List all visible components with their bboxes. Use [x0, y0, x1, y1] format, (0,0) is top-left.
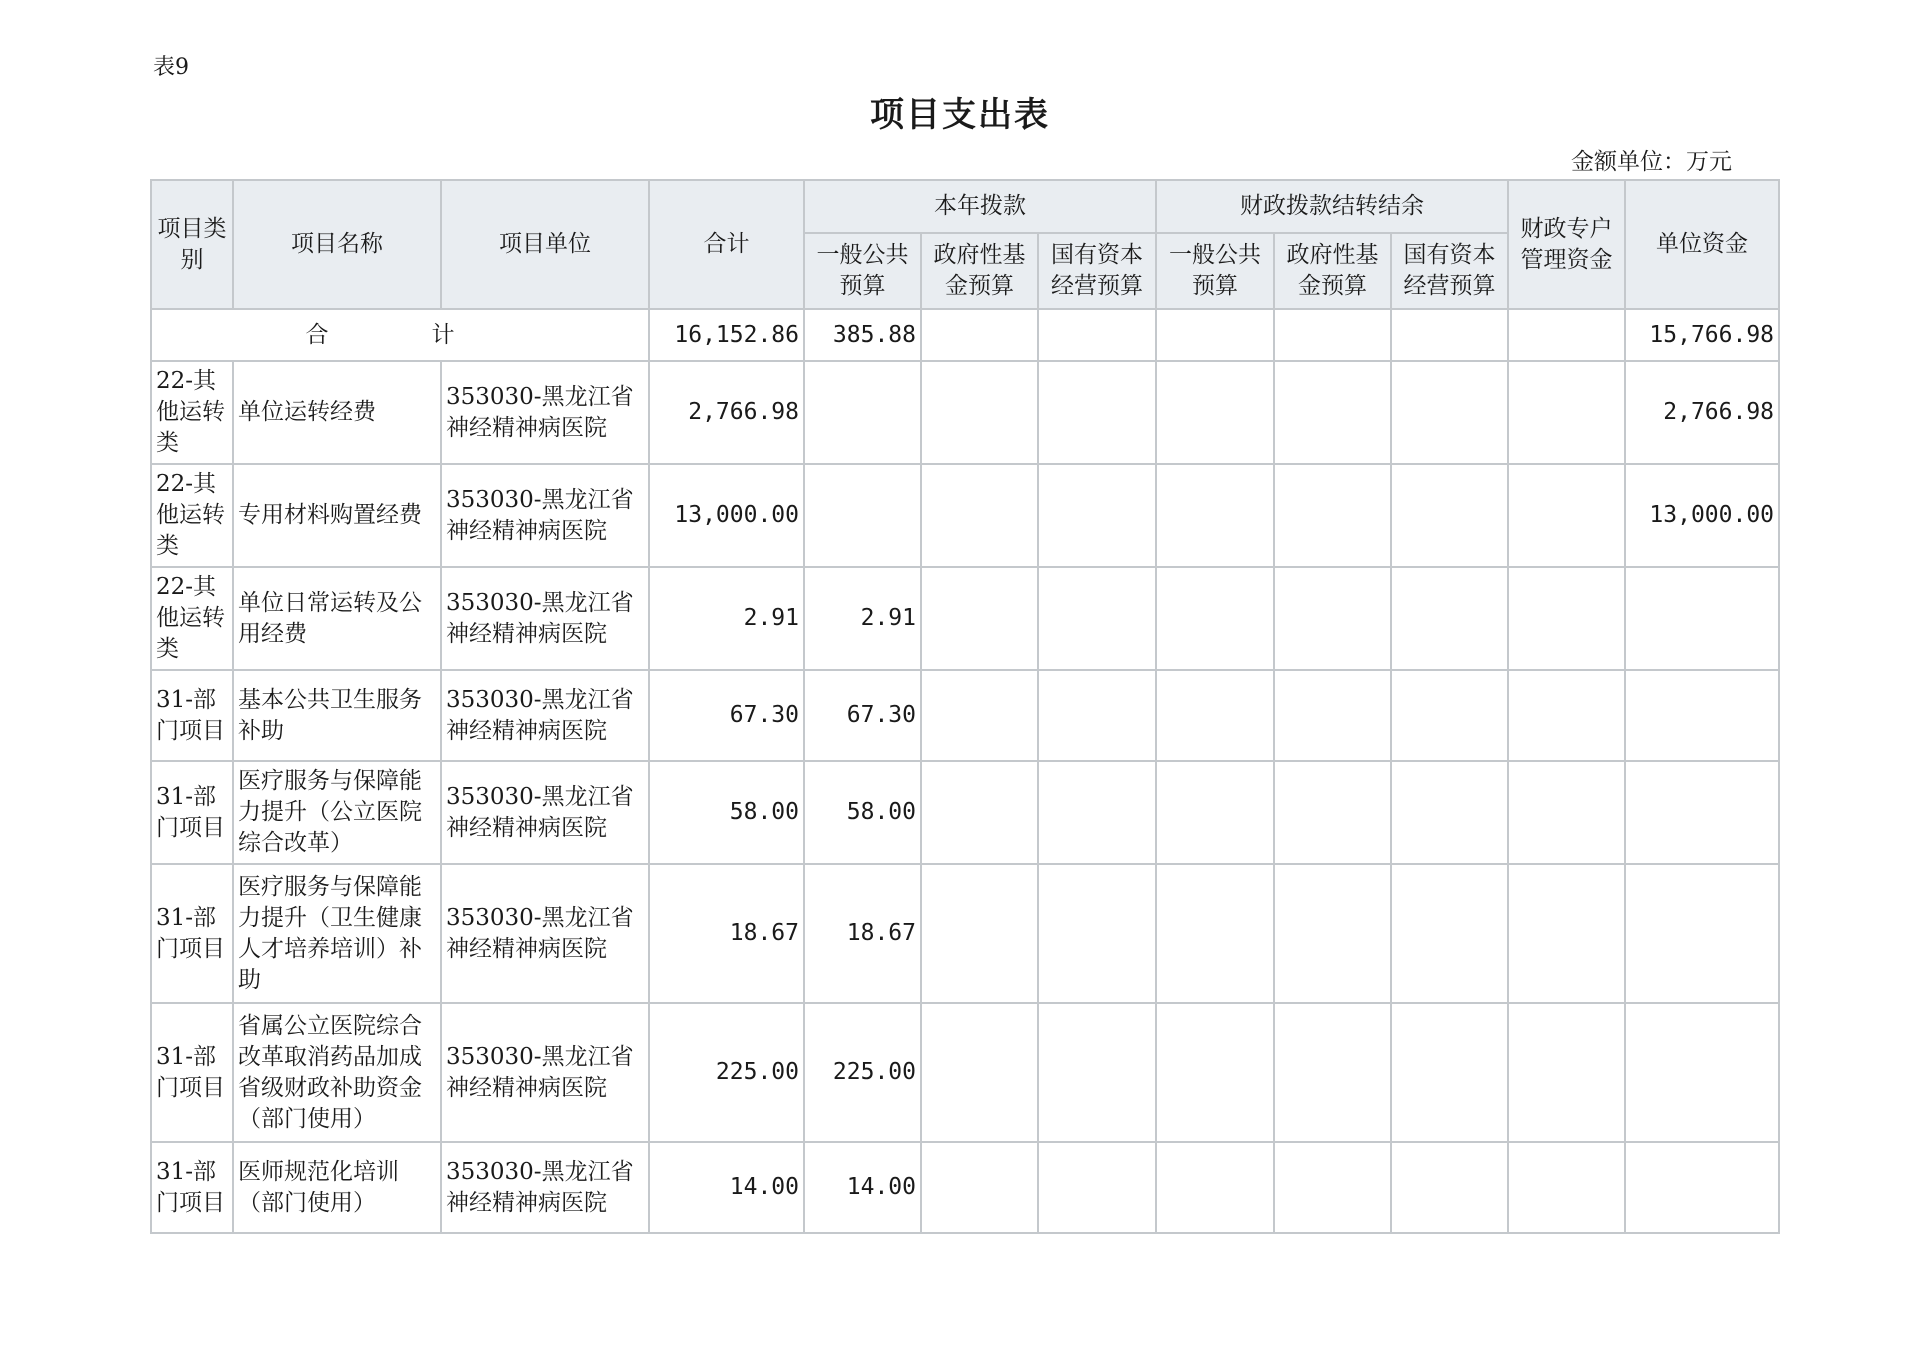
table-row: [151, 1142, 1779, 1233]
row-project-name: [233, 761, 441, 864]
row-total-text: 2.91: [743, 605, 799, 631]
row-carryover-gov-fund: [1274, 361, 1391, 464]
row-special-funds: [1508, 361, 1625, 464]
row-category: [151, 864, 233, 1003]
row-carryover-state-capital: [1391, 464, 1508, 567]
row-project-unit-text: 353030-黑龙江省神经精神病医院: [446, 1043, 634, 1101]
row-state-capital: [1038, 864, 1156, 1003]
row-total: [649, 464, 804, 567]
row-carryover-state-capital: [1391, 567, 1508, 670]
row-unit-funds: [1625, 1142, 1779, 1233]
row-carryover-general: [1156, 864, 1274, 1003]
row-general-budget: [804, 670, 921, 761]
row-carryover-general: [1156, 567, 1274, 670]
row-gov-fund: [921, 361, 1038, 464]
row-carryover-state-capital: [1391, 1003, 1508, 1142]
row-carryover-gov-fund: [1274, 1003, 1391, 1142]
row-project-unit-text: 353030-黑龙江省神经精神病医院: [446, 589, 634, 647]
row-total: [649, 1003, 804, 1142]
header-special-account-funds: 财政专户管理资金: [1508, 180, 1625, 309]
row-project-name: [233, 361, 441, 464]
row-gov-fund: [921, 761, 1038, 864]
row-general-budget: [804, 761, 921, 864]
row-category: [151, 464, 233, 567]
row-project-unit-text: 353030-黑龙江省神经精神病医院: [446, 383, 634, 441]
row-carryover-gov-fund: [1274, 464, 1391, 567]
row-carryover-gov-fund: [1274, 761, 1391, 864]
row-special-funds: [1508, 1003, 1625, 1142]
row-general-budget: [804, 361, 921, 464]
row-unit-funds: [1625, 567, 1779, 670]
row-unit-funds-text: 13,000.00: [1649, 502, 1775, 528]
row-project-unit: [441, 1003, 649, 1142]
row-carryover-gov-fund: [1274, 864, 1391, 1003]
row-project-unit: [441, 361, 649, 464]
row-unit-funds: [1625, 464, 1779, 567]
row-project-name-text: 单位运转经费: [238, 399, 376, 425]
row-carryover-state-capital: [1391, 761, 1508, 864]
row-total-text: 225.00: [715, 1059, 799, 1085]
row-carryover-general: [1156, 670, 1274, 761]
row-category-text: 22-其他运转类: [156, 368, 225, 456]
row-project-name-text: 医师规范化培训（部门使用）: [238, 1158, 399, 1216]
row-general-budget: [804, 1003, 921, 1142]
row-project-name-text: 基本公共卫生服务补助: [238, 686, 422, 744]
project-expenditure-table: [150, 179, 1780, 1234]
row-carryover-general: [1156, 464, 1274, 567]
row-general-budget: [804, 1142, 921, 1233]
row-project-name-text: 医疗服务与保障能力提升（公立医院综合改革）: [238, 768, 422, 856]
header-carryover-balance: 财政拨款结转结余: [1156, 180, 1508, 233]
table-row: [151, 361, 1779, 464]
row-category: [151, 361, 233, 464]
row-project-name-text: 单位日常运转及公用经费: [238, 589, 422, 647]
row-state-capital: [1038, 361, 1156, 464]
row-gov-fund: [921, 464, 1038, 567]
row-category: [151, 1142, 233, 1233]
row-total-text: 13,000.00: [674, 502, 799, 528]
row-project-name: [233, 864, 441, 1003]
row-project-name-text: 省属公立医院综合改革取消药品加成省级财政补助资金（部门使用）: [238, 1012, 422, 1132]
row-gov-fund: [921, 864, 1038, 1003]
row-project-unit: [441, 464, 649, 567]
row-special-funds: [1508, 761, 1625, 864]
row-total: [649, 864, 804, 1003]
total-unit-funds: 15,766.98: [1625, 309, 1779, 361]
table-row: [151, 670, 1779, 761]
row-project-name: [233, 1142, 441, 1233]
row-state-capital: [1038, 761, 1156, 864]
row-total: [649, 670, 804, 761]
row-carryover-gov-fund: [1274, 1142, 1391, 1233]
row-general-budget-text: 67.30: [846, 702, 916, 728]
row-category-text: 31-部门项目: [156, 783, 225, 841]
page-title: 项目支出表: [870, 95, 1050, 135]
row-category: [151, 761, 233, 864]
row-category: [151, 567, 233, 670]
header-project-name: 项目名称: [233, 180, 441, 309]
row-category: [151, 670, 233, 761]
row-general-budget-text: 18.67: [846, 920, 916, 946]
row-special-funds: [1508, 464, 1625, 567]
header-general-budget: 一般公共预算: [804, 233, 921, 309]
row-unit-funds: [1625, 864, 1779, 1003]
row-state-capital: [1038, 464, 1156, 567]
header-current-year-appropriation: 本年拨款: [804, 180, 1156, 233]
table-number-label: 表9: [153, 55, 189, 80]
row-project-unit: [441, 1142, 649, 1233]
row-total-text: 67.30: [729, 702, 799, 728]
row-total: [649, 1142, 804, 1233]
header-unit-funds: 单位资金: [1625, 180, 1779, 309]
header-project-unit: 项目单位: [441, 180, 649, 309]
row-special-funds: [1508, 1142, 1625, 1233]
row-carryover-general: [1156, 761, 1274, 864]
total-carryover-gov-fund: [1274, 309, 1391, 361]
total-gov-fund: [921, 309, 1038, 361]
row-category-text: 31-部门项目: [156, 686, 225, 744]
header-carryover-state-capital-budget: 国有资本经营预算: [1391, 233, 1508, 309]
header-carryover-gov-fund-budget: 政府性基金预算: [1274, 233, 1391, 309]
header-gov-fund-budget: 政府性基金预算: [921, 233, 1038, 309]
table-row: [151, 864, 1779, 1003]
row-total-text: 2,766.98: [688, 399, 799, 425]
row-general-budget-text: 58.00: [846, 799, 916, 825]
row-unit-funds: [1625, 761, 1779, 864]
row-project-unit-text: 353030-黑龙江省神经精神病医院: [446, 783, 634, 841]
row-gov-fund: [921, 567, 1038, 670]
row-total: [649, 567, 804, 670]
row-general-budget-text: 225.00: [832, 1059, 916, 1085]
row-gov-fund: [921, 1003, 1038, 1142]
row-general-budget: [804, 864, 921, 1003]
row-project-unit-text: 353030-黑龙江省神经精神病医院: [446, 904, 634, 962]
row-carryover-gov-fund: [1274, 567, 1391, 670]
row-carryover-state-capital: [1391, 361, 1508, 464]
row-special-funds: [1508, 864, 1625, 1003]
header-total: 合计: [649, 180, 804, 309]
row-project-name-text: 专用材料购置经费: [238, 502, 422, 528]
row-category-text: 31-部门项目: [156, 1043, 225, 1101]
row-carryover-general: [1156, 1003, 1274, 1142]
table-row: [151, 1003, 1779, 1142]
row-general-budget-text: 14.00: [846, 1174, 916, 1200]
header-state-capital-budget: 国有资本经营预算: [1038, 233, 1156, 309]
row-general-budget: [804, 567, 921, 670]
row-unit-funds: [1625, 1003, 1779, 1142]
total-label: 合 计: [151, 309, 649, 361]
header-category: 项目类别: [151, 180, 233, 309]
row-carryover-general: [1156, 1142, 1274, 1233]
total-carryover-general: [1156, 309, 1274, 361]
row-unit-funds: [1625, 670, 1779, 761]
row-carryover-general: [1156, 361, 1274, 464]
row-carryover-state-capital: [1391, 1142, 1508, 1233]
row-carryover-gov-fund: [1274, 670, 1391, 761]
row-project-name: [233, 567, 441, 670]
row-project-name-text: 医疗服务与保障能力提升（卫生健康人才培养培训）补助: [238, 873, 422, 993]
total-general-budget: 385.88: [804, 309, 921, 361]
row-category-text: 22-其他运转类: [156, 574, 225, 662]
row-special-funds: [1508, 670, 1625, 761]
row-category-text: 22-其他运转类: [156, 471, 225, 559]
row-project-unit-text: 353030-黑龙江省神经精神病医院: [446, 1158, 634, 1216]
row-project-unit: [441, 670, 649, 761]
row-total: [649, 761, 804, 864]
amount-unit-note: 金额单位：万元: [1571, 149, 1732, 175]
row-category-text: 31-部门项目: [156, 1158, 225, 1216]
row-total: [649, 361, 804, 464]
row-project-name: [233, 1003, 441, 1142]
table-row: [151, 761, 1779, 864]
row-gov-fund: [921, 670, 1038, 761]
row-unit-funds-text: 2,766.98: [1663, 399, 1775, 425]
row-total-text: 14.00: [729, 1174, 799, 1200]
row-state-capital: [1038, 1142, 1156, 1233]
row-state-capital: [1038, 567, 1156, 670]
row-general-budget: [804, 464, 921, 567]
row-project-unit: [441, 761, 649, 864]
table-row: [151, 567, 1779, 670]
row-general-budget-text: 2.91: [860, 605, 916, 631]
row-carryover-state-capital: [1391, 670, 1508, 761]
header-carryover-general-budget: 一般公共预算: [1156, 233, 1274, 309]
row-total-text: 18.67: [729, 920, 799, 946]
row-project-unit: [441, 864, 649, 1003]
total-carryover-state-capital: [1391, 309, 1508, 361]
total-row: [151, 309, 1779, 361]
row-gov-fund: [921, 1142, 1038, 1233]
row-total-text: 58.00: [729, 799, 799, 825]
row-state-capital: [1038, 1003, 1156, 1142]
row-project-unit-text: 353030-黑龙江省神经精神病医院: [446, 486, 634, 544]
row-special-funds: [1508, 567, 1625, 670]
total-amount: 16,152.86: [649, 309, 804, 361]
row-carryover-state-capital: [1391, 864, 1508, 1003]
row-project-name: [233, 464, 441, 567]
total-state-capital: [1038, 309, 1156, 361]
row-category: [151, 1003, 233, 1142]
row-project-name: [233, 670, 441, 761]
row-category-text: 31-部门项目: [156, 904, 225, 962]
row-state-capital: [1038, 670, 1156, 761]
total-special-funds: [1508, 309, 1625, 361]
row-unit-funds: [1625, 361, 1779, 464]
row-project-unit-text: 353030-黑龙江省神经精神病医院: [446, 686, 634, 744]
table-row: [151, 464, 1779, 567]
row-project-unit: [441, 567, 649, 670]
